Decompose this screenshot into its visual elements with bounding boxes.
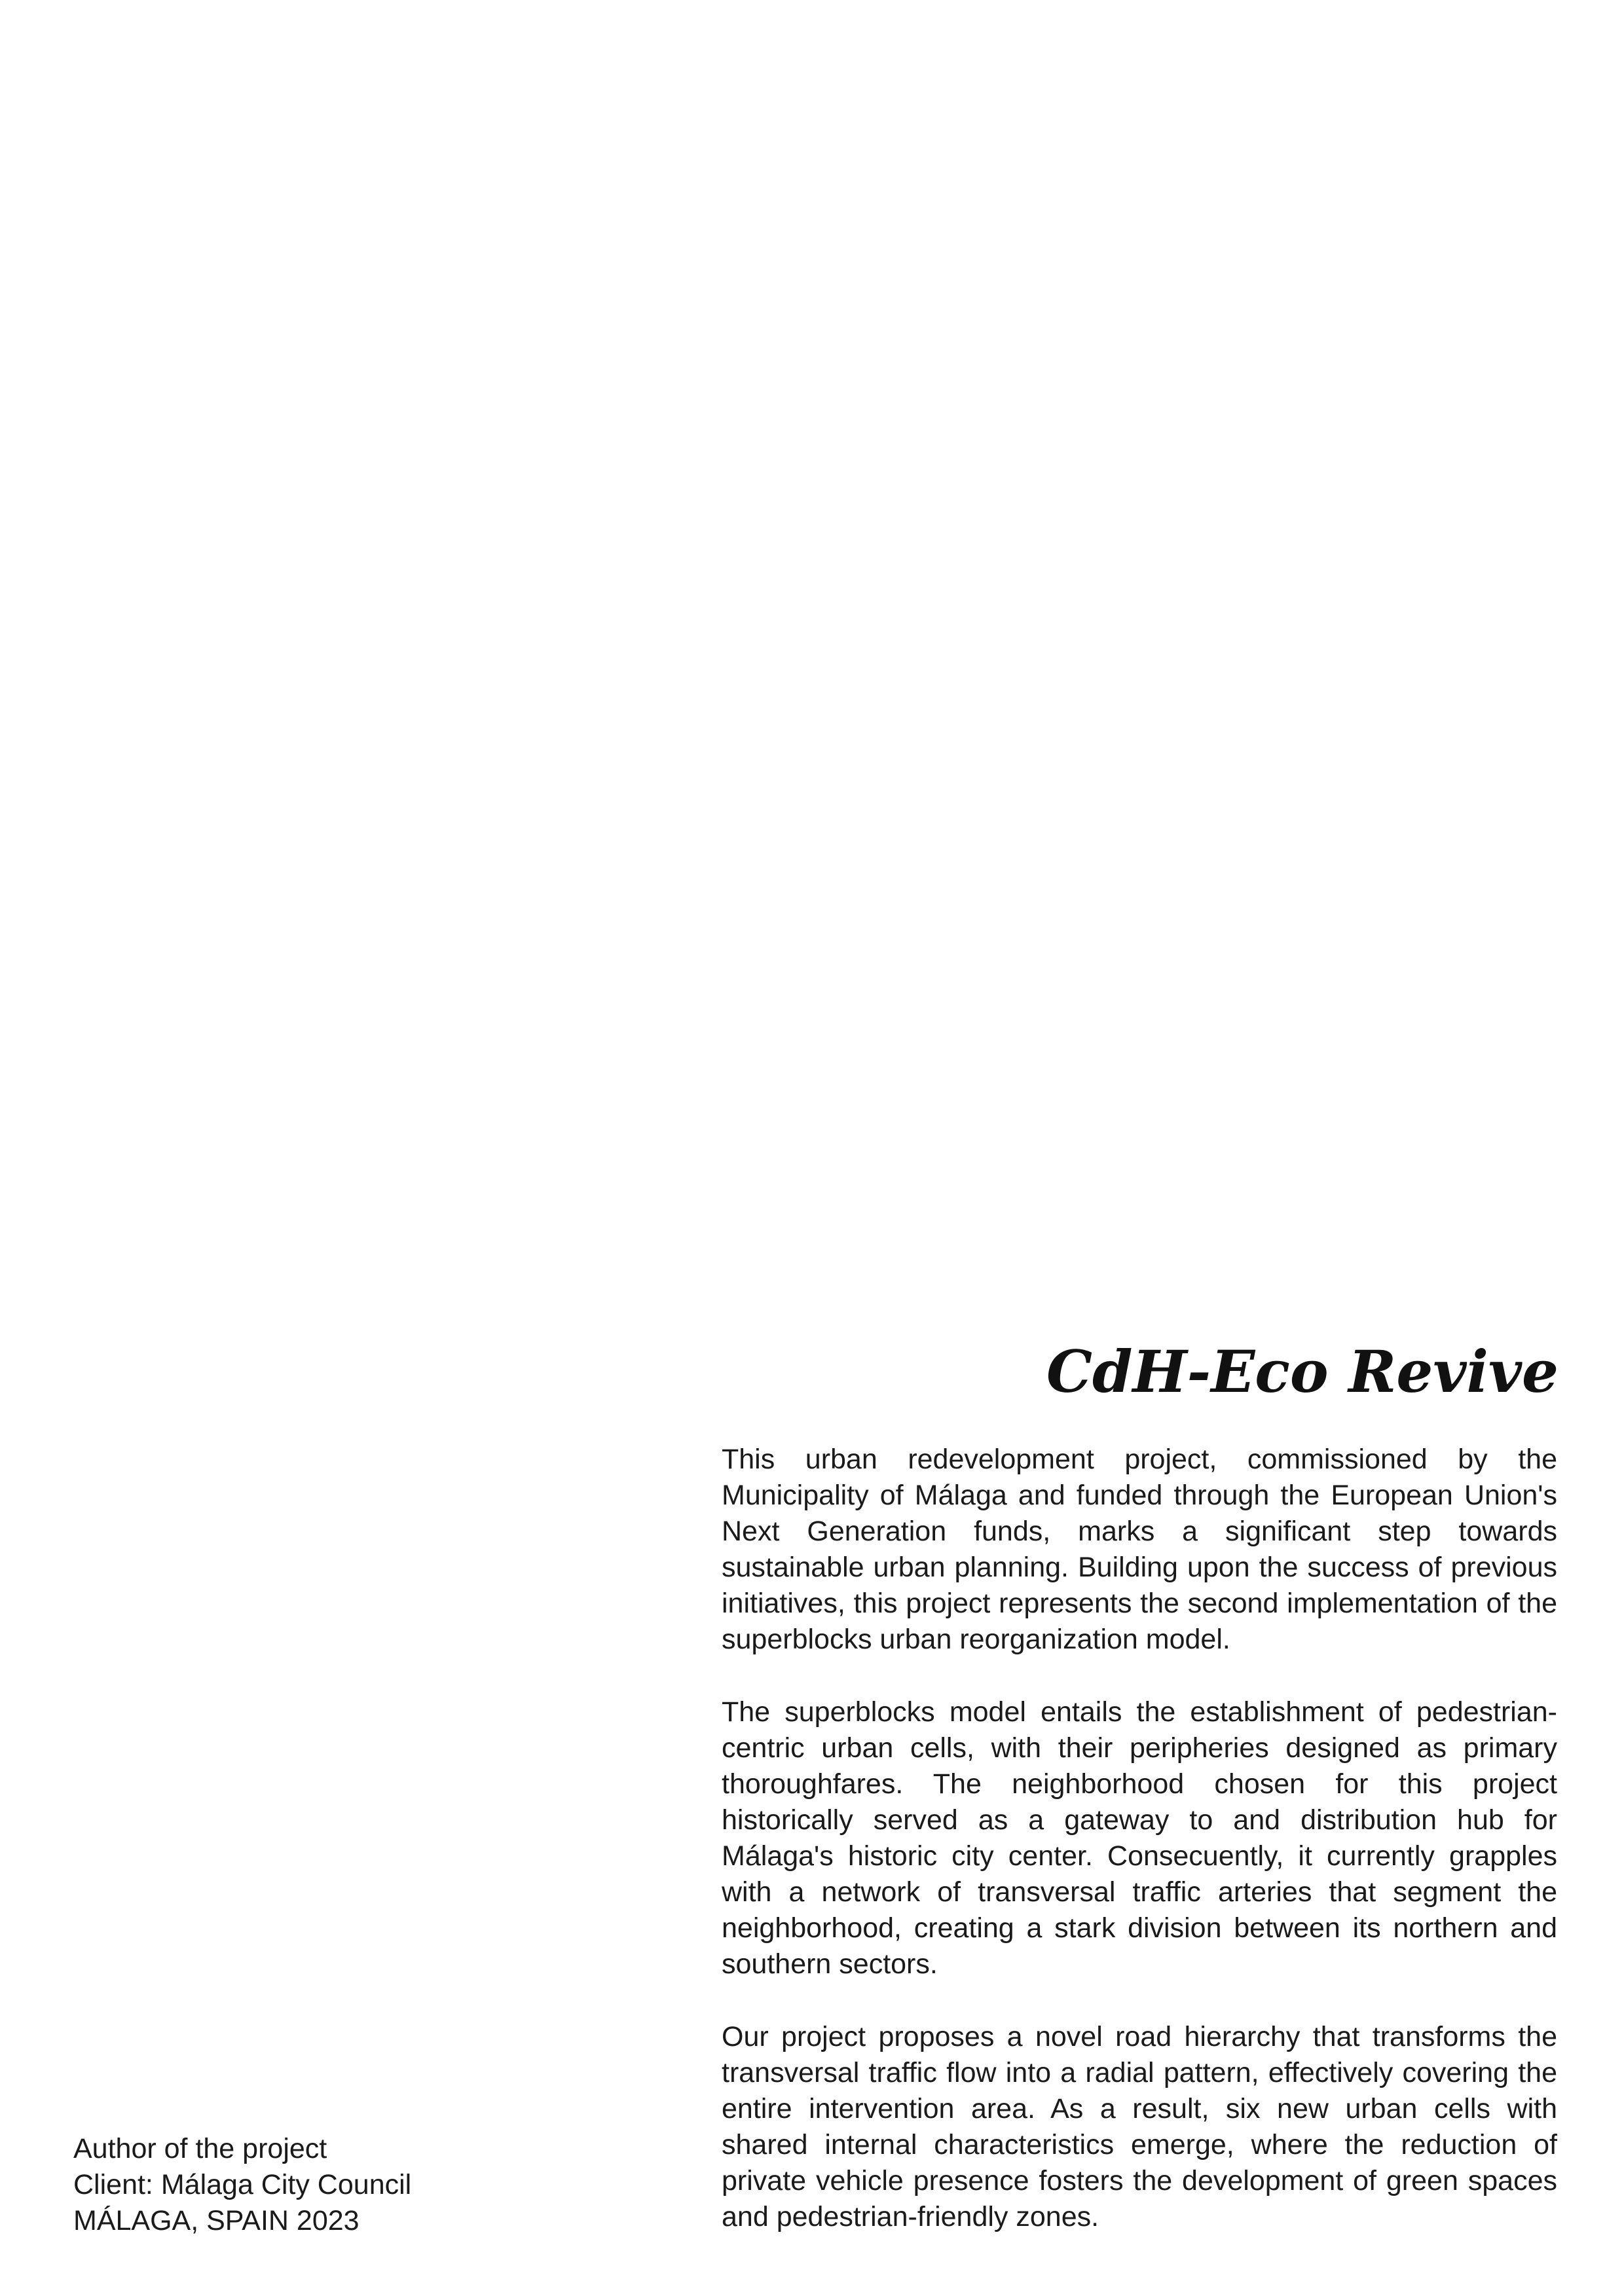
credit-client: Client: Málaga City Council bbox=[73, 2169, 412, 2200]
description-paragraph-1: This urban redevelopment project, commissioned by the Municipality of Málaga and funded through the European Union's Next Generation funds, marks a significant step towards sustainable urban planning. Building upon the success of previous initiatives, this project represents the second implementation of the superblocks urban reorganization model. bbox=[722, 1444, 1557, 1655]
project-credits bbox=[73, 2131, 411, 2239]
credit-author: Author of the project bbox=[73, 2133, 327, 2164]
description-paragraph-2: The superblocks model entails the establishment of pedestrian-centric urban cells, with their peripheries designed as primary thoroughfares. The neighborhood chosen for this project historically served as a gateway to and distribution hub for Málaga's historic city center. Consecuently, it currently grapples with a network of transversal traffic arteries that segment the neighborhood, creating a stark division between its northern and southern sectors. bbox=[722, 1696, 1557, 1980]
project-description bbox=[722, 1442, 1557, 2235]
description-paragraph-3: Our project proposes a novel road hierarchy that transforms the transversal traffic flow into a radial pattern, effectively covering the entire intervention area. As a result, six new urban cells with shared internal characteristics emerge, where the reduction of private vehicle presence fosters the development of green spaces and pedestrian-friendly zones. bbox=[722, 2021, 1557, 2232]
project-title: CdH-Eco Revive bbox=[1046, 1338, 1559, 1406]
credit-location-year: MÁLAGA, SPAIN 2023 bbox=[73, 2205, 360, 2236]
